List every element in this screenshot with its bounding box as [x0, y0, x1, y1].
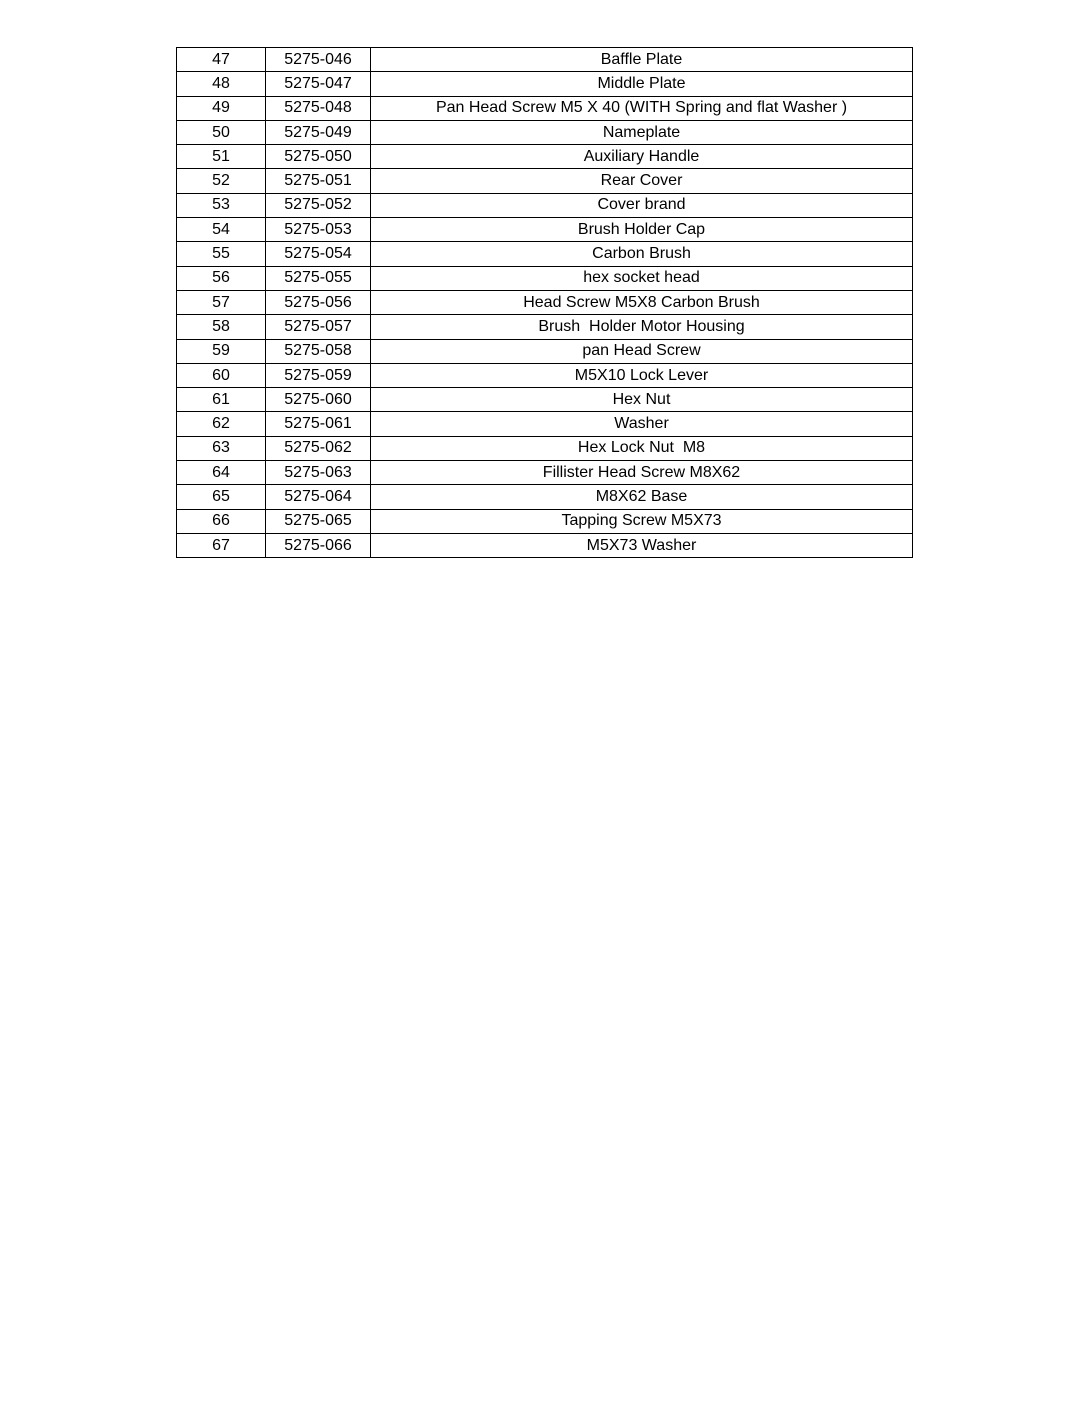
- part-number-cell: 5275-056: [266, 290, 371, 314]
- part-number-cell: 5275-057: [266, 315, 371, 339]
- description-cell: Hex Nut: [371, 388, 913, 412]
- description-cell: Baffle Plate: [371, 48, 913, 72]
- part-number-cell: 5275-063: [266, 461, 371, 485]
- part-number-cell: 5275-054: [266, 242, 371, 266]
- description-cell: Cover brand: [371, 193, 913, 217]
- description-cell: M8X62 Base: [371, 485, 913, 509]
- table-row: [177, 436, 913, 460]
- item-number-cell: 57: [177, 290, 266, 314]
- item-number-cell: 60: [177, 363, 266, 387]
- parts-list-table: [176, 47, 913, 558]
- part-number-cell: 5275-049: [266, 120, 371, 144]
- description-cell: Fillister Head Screw M8X62: [371, 461, 913, 485]
- description-cell: Washer: [371, 412, 913, 436]
- part-number-cell: 5275-050: [266, 145, 371, 169]
- part-number-cell: 5275-047: [266, 72, 371, 96]
- item-number-cell: 61: [177, 388, 266, 412]
- item-number-cell: 53: [177, 193, 266, 217]
- item-number-cell: 51: [177, 145, 266, 169]
- table-row: [177, 242, 913, 266]
- item-number-cell: 65: [177, 485, 266, 509]
- part-number-cell: 5275-062: [266, 436, 371, 460]
- description-cell: M5X10 Lock Lever: [371, 363, 913, 387]
- item-number-cell: 52: [177, 169, 266, 193]
- part-number-cell: 5275-055: [266, 266, 371, 290]
- part-number-cell: 5275-066: [266, 533, 371, 557]
- item-number-cell: 64: [177, 461, 266, 485]
- table-row: [177, 218, 913, 242]
- table-row: [177, 533, 913, 557]
- item-number-cell: 63: [177, 436, 266, 460]
- table-row: [177, 48, 913, 72]
- description-cell: Rear Cover: [371, 169, 913, 193]
- item-number-cell: 59: [177, 339, 266, 363]
- part-number-cell: 5275-051: [266, 169, 371, 193]
- item-number-cell: 48: [177, 72, 266, 96]
- part-number-cell: 5275-061: [266, 412, 371, 436]
- description-cell: Auxiliary Handle: [371, 145, 913, 169]
- description-cell: Tapping Screw M5X73: [371, 509, 913, 533]
- table-row: [177, 315, 913, 339]
- item-number-cell: 66: [177, 509, 266, 533]
- item-number-cell: 56: [177, 266, 266, 290]
- part-number-cell: 5275-064: [266, 485, 371, 509]
- part-number-cell: 5275-048: [266, 96, 371, 120]
- table-row: [177, 120, 913, 144]
- part-number-cell: 5275-052: [266, 193, 371, 217]
- description-cell: Brush Holder Motor Housing: [371, 315, 913, 339]
- item-number-cell: 67: [177, 533, 266, 557]
- part-number-cell: 5275-053: [266, 218, 371, 242]
- description-cell: Hex Lock Nut M8: [371, 436, 913, 460]
- description-cell: hex socket head: [371, 266, 913, 290]
- part-number-cell: 5275-046: [266, 48, 371, 72]
- table-row: [177, 290, 913, 314]
- item-number-cell: 54: [177, 218, 266, 242]
- description-cell: Nameplate: [371, 120, 913, 144]
- table-row: [177, 509, 913, 533]
- description-cell: Pan Head Screw M5 X 40 (WITH Spring and flat Washer ): [371, 96, 913, 120]
- description-cell: pan Head Screw: [371, 339, 913, 363]
- table-row: [177, 363, 913, 387]
- part-number-cell: 5275-065: [266, 509, 371, 533]
- table-row: [177, 388, 913, 412]
- description-cell: M5X73 Washer: [371, 533, 913, 557]
- table-row: [177, 96, 913, 120]
- part-number-cell: 5275-060: [266, 388, 371, 412]
- description-cell: Head Screw M5X8 Carbon Brush: [371, 290, 913, 314]
- table-row: [177, 339, 913, 363]
- item-number-cell: 62: [177, 412, 266, 436]
- part-number-cell: 5275-058: [266, 339, 371, 363]
- description-cell: Brush Holder Cap: [371, 218, 913, 242]
- description-cell: Carbon Brush: [371, 242, 913, 266]
- item-number-cell: 50: [177, 120, 266, 144]
- table-row: [177, 72, 913, 96]
- table-row: [177, 193, 913, 217]
- table-row: [177, 412, 913, 436]
- part-number-cell: 5275-059: [266, 363, 371, 387]
- parts-list-body: [177, 48, 913, 558]
- table-row: [177, 266, 913, 290]
- table-row: [177, 461, 913, 485]
- table-row: [177, 145, 913, 169]
- item-number-cell: 55: [177, 242, 266, 266]
- description-cell: Middle Plate: [371, 72, 913, 96]
- table-row: [177, 485, 913, 509]
- table-row: [177, 169, 913, 193]
- item-number-cell: 47: [177, 48, 266, 72]
- item-number-cell: 49: [177, 96, 266, 120]
- item-number-cell: 58: [177, 315, 266, 339]
